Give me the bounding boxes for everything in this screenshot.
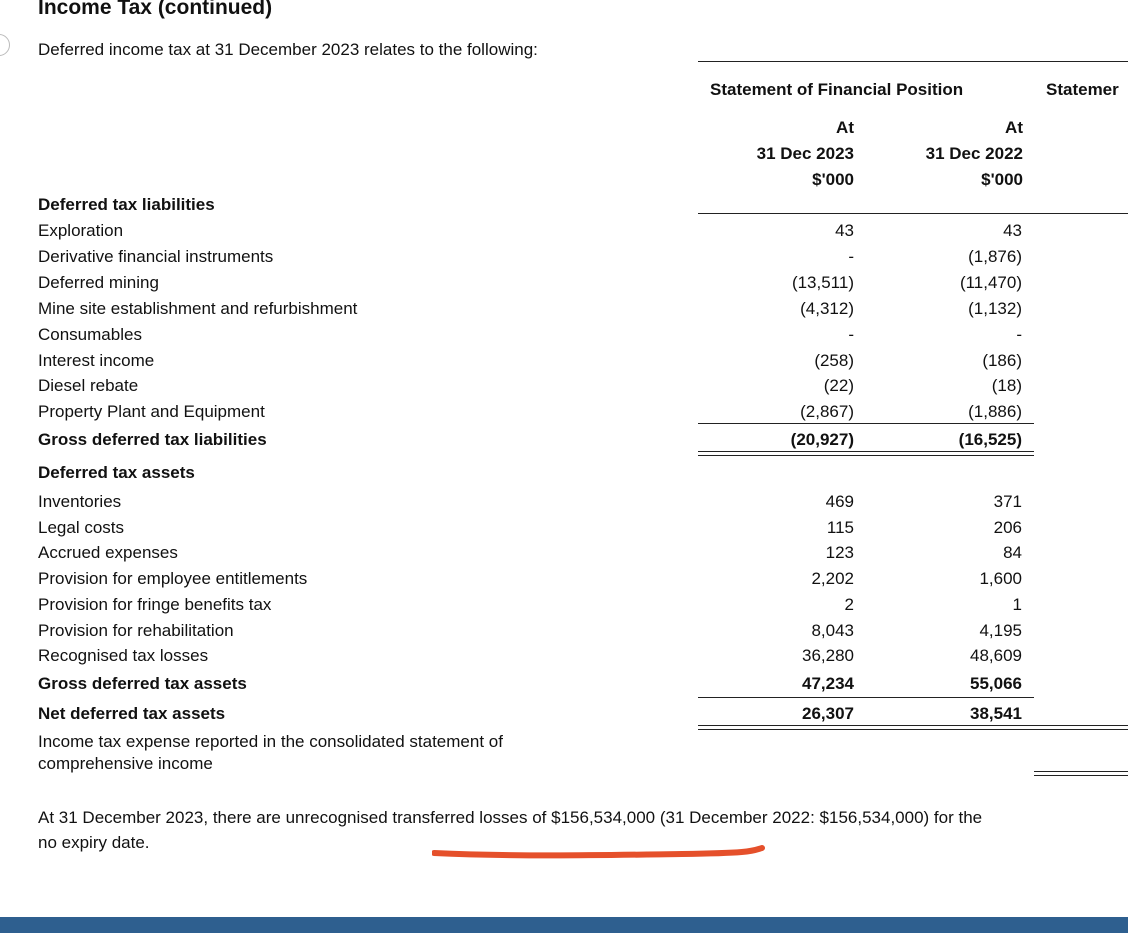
value-2022: (1,886) xyxy=(968,402,1022,422)
note-line2: no expiry date. xyxy=(38,833,150,852)
net-assets-label: Net deferred tax assets xyxy=(38,704,226,723)
liabilities-heading: Deferred tax liabilities xyxy=(38,195,215,214)
table-row xyxy=(38,323,1038,347)
assets-total-rule xyxy=(698,697,1034,698)
value-2022: 43 xyxy=(1003,221,1022,240)
table-row xyxy=(38,516,1038,540)
liabilities-subtotal-rule xyxy=(698,423,1034,424)
net-total-rule-1 xyxy=(698,725,1128,726)
page-corner-mark xyxy=(0,34,10,56)
table-row xyxy=(38,349,1038,373)
col-2023-line3: $'000 xyxy=(812,170,854,189)
table-row xyxy=(38,490,1038,514)
row-label: Property Plant and Equipment xyxy=(38,402,265,422)
row-label: Inventories xyxy=(38,492,122,511)
income-tax-expense-line1: Income tax expense reported in the consolidated statement of xyxy=(38,732,503,751)
value-2023: 8,043 xyxy=(811,620,854,640)
value-2022: 1 xyxy=(1012,594,1022,614)
table-row xyxy=(38,271,1038,295)
gross-assets-label: Gross deferred tax assets xyxy=(38,674,247,693)
intro-text: Deferred income tax at 31 December 2023 relates to the following: xyxy=(38,40,538,59)
value-2022: 206 xyxy=(993,517,1022,537)
table-row xyxy=(38,400,1038,424)
value-2023: - xyxy=(848,246,854,266)
row-label: Provision for fringe benefits tax xyxy=(38,594,272,614)
row-label: Deferred mining xyxy=(38,272,159,292)
footer-bar xyxy=(0,917,1128,933)
row-label: Exploration xyxy=(38,221,124,240)
value-2023: 2,202 xyxy=(811,569,854,589)
value-2023: - xyxy=(848,324,854,344)
value-2022: (1,876) xyxy=(968,246,1022,266)
page-title: Income Tax (continued) xyxy=(38,0,273,19)
col-2022-line3: $'000 xyxy=(981,170,1023,189)
table-row xyxy=(38,219,1038,243)
income-tax-expense-line2: comprehensive income xyxy=(38,754,213,773)
col-2023-line2: 31 Dec 2023 xyxy=(756,144,854,163)
expense-rule-1 xyxy=(1034,771,1128,772)
row-label: Provision for rehabilitation xyxy=(38,620,234,640)
gross-liabilities-2023: (20,927) xyxy=(790,430,854,449)
value-2022: (11,470) xyxy=(959,272,1022,292)
value-2022: 84 xyxy=(1003,543,1022,563)
row-label: Provision for employee entitlements xyxy=(38,569,308,589)
net-assets-2023: 26,307 xyxy=(802,704,854,723)
header-bottom-rule xyxy=(698,213,1128,214)
assets-heading: Deferred tax assets xyxy=(38,463,195,482)
col-2023-header xyxy=(757,115,854,193)
col-2022-line1: At xyxy=(1005,118,1023,137)
note-line1: At 31 December 2023, there are unrecognised transferred losses of $156,534,000 (31 December 2022: $156,534,000) for the xyxy=(38,808,983,827)
col-2022-header xyxy=(926,115,1023,193)
row-label: Recognised tax losses xyxy=(38,646,209,666)
gross-assets-2022: 55,066 xyxy=(970,674,1022,693)
sofp-column-group-header: Statement of Financial Position xyxy=(710,80,964,99)
gross-liabilities-row xyxy=(38,428,1038,452)
statement-column-group-header: Statemer xyxy=(1046,80,1119,99)
gross-assets-row xyxy=(38,672,1038,696)
table-row xyxy=(38,619,1038,643)
row-label: Accrued expenses xyxy=(38,543,178,563)
col-2023-line1: At xyxy=(836,118,854,137)
value-2022: - xyxy=(1016,324,1022,344)
row-label: Mine site establishment and refurbishment xyxy=(38,298,358,318)
liabilities-total-rule-2 xyxy=(698,455,1034,456)
net-assets-2022: 38,541 xyxy=(970,704,1022,723)
table-row xyxy=(38,567,1038,591)
gross-assets-2023: 47,234 xyxy=(802,674,854,693)
table-row xyxy=(38,644,1038,668)
value-2022: 371 xyxy=(993,492,1022,511)
value-2023: 123 xyxy=(825,543,854,563)
expense-rule-2 xyxy=(1034,775,1128,776)
row-label: Interest income xyxy=(38,350,155,370)
col-2022-line2: 31 Dec 2022 xyxy=(925,144,1023,163)
net-assets-row xyxy=(38,702,1038,726)
value-2023: (2,867) xyxy=(800,402,854,422)
value-2023: (13,511) xyxy=(791,272,854,292)
row-label: Legal costs xyxy=(38,517,124,537)
value-2023: (4,312) xyxy=(800,298,854,318)
value-2022: 48,609 xyxy=(970,646,1022,666)
table-row xyxy=(38,245,1038,269)
value-2022: (186) xyxy=(982,350,1022,370)
value-2022: (18) xyxy=(991,376,1022,396)
row-label: Derivative financial instruments xyxy=(38,246,274,266)
value-2023: 115 xyxy=(826,517,854,537)
value-2022: (1,132) xyxy=(968,298,1022,318)
value-2023: 43 xyxy=(835,221,854,240)
net-total-rule-2 xyxy=(698,729,1128,730)
table-row xyxy=(38,541,1038,565)
table-row xyxy=(38,593,1038,617)
table-row xyxy=(38,374,1038,398)
value-2023: 36,280 xyxy=(802,646,854,666)
row-label: Diesel rebate xyxy=(38,376,139,396)
income-tax-expense-label xyxy=(38,731,503,775)
header-top-rule xyxy=(698,61,1128,62)
value-2023: 469 xyxy=(825,492,854,511)
table-row xyxy=(38,297,1038,321)
gross-liabilities-2022: (16,525) xyxy=(958,430,1022,449)
row-label: Consumables xyxy=(38,324,142,344)
red-highlight-underline xyxy=(432,843,768,863)
liabilities-total-rule-1 xyxy=(698,451,1034,452)
value-2023: (258) xyxy=(814,350,854,370)
value-2022: 1,600 xyxy=(979,569,1022,589)
value-2023: (22) xyxy=(823,376,854,396)
value-2023: 2 xyxy=(844,594,854,614)
value-2022: 4,195 xyxy=(979,620,1022,640)
gross-liabilities-label: Gross deferred tax liabilities xyxy=(38,430,267,449)
